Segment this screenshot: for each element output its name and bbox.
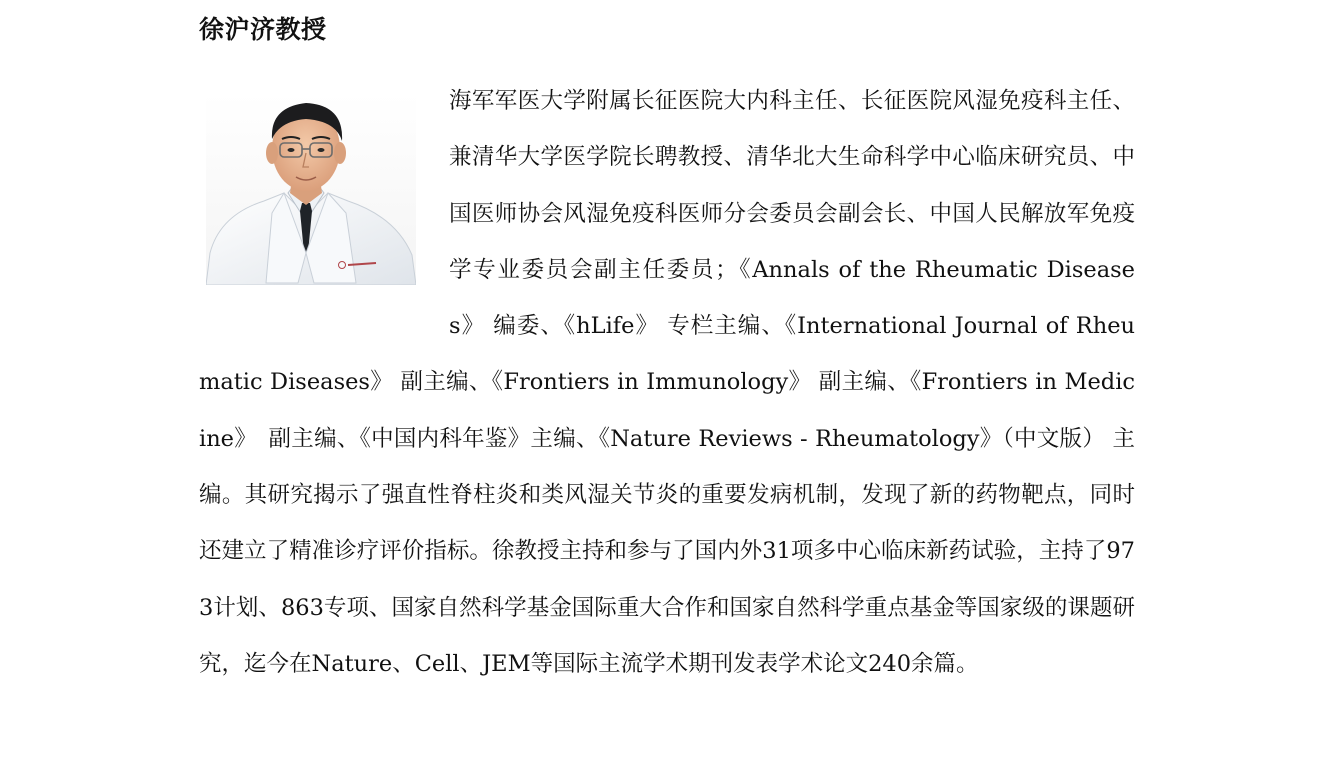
page-title: 徐沪济教授	[199, 15, 327, 44]
bio-block	[199, 73, 1135, 692]
portrait-image	[206, 93, 416, 285]
profile-section	[199, 0, 1135, 692]
portrait-photo	[199, 93, 449, 319]
bio-text: 海军军医大学附属长征医院大内科主任、长征医院风湿免疫科主任、兼清华大学医学院长聘教授、清华北大生命科学中心临床研究员、中国医师协会风湿免疫科医师分会委员会副会长、中国人民解放军免疫学专业委员会副主任委员；《Annals of the Rheumatic Diseases》 编委、《hLife》 专栏主编、《International Journal of Rheumatic Diseases》 副主编、《Frontiers in Immunology》 副主编、《Frontiers in Medicine》 副主编、《中国内科年鉴》主编、《Nature Reviews - Rheumatology》（中文版） 主编。其研究揭示了强直性脊柱炎和类风湿关节炎的重要发病机制，发现了新的药物靶点，同时还建立了精准诊疗评价指标。徐教授主持和参与了国内外31项多中心临床新药试验，主持了973计划、863专项、国家自然科学基金国际重大合作和国家自然科学重点基金等国家级的课题研究，迄今在Nature、Cell、JEM等国际主流学术期刊发表学术论文240余篇。	[199, 88, 1135, 677]
